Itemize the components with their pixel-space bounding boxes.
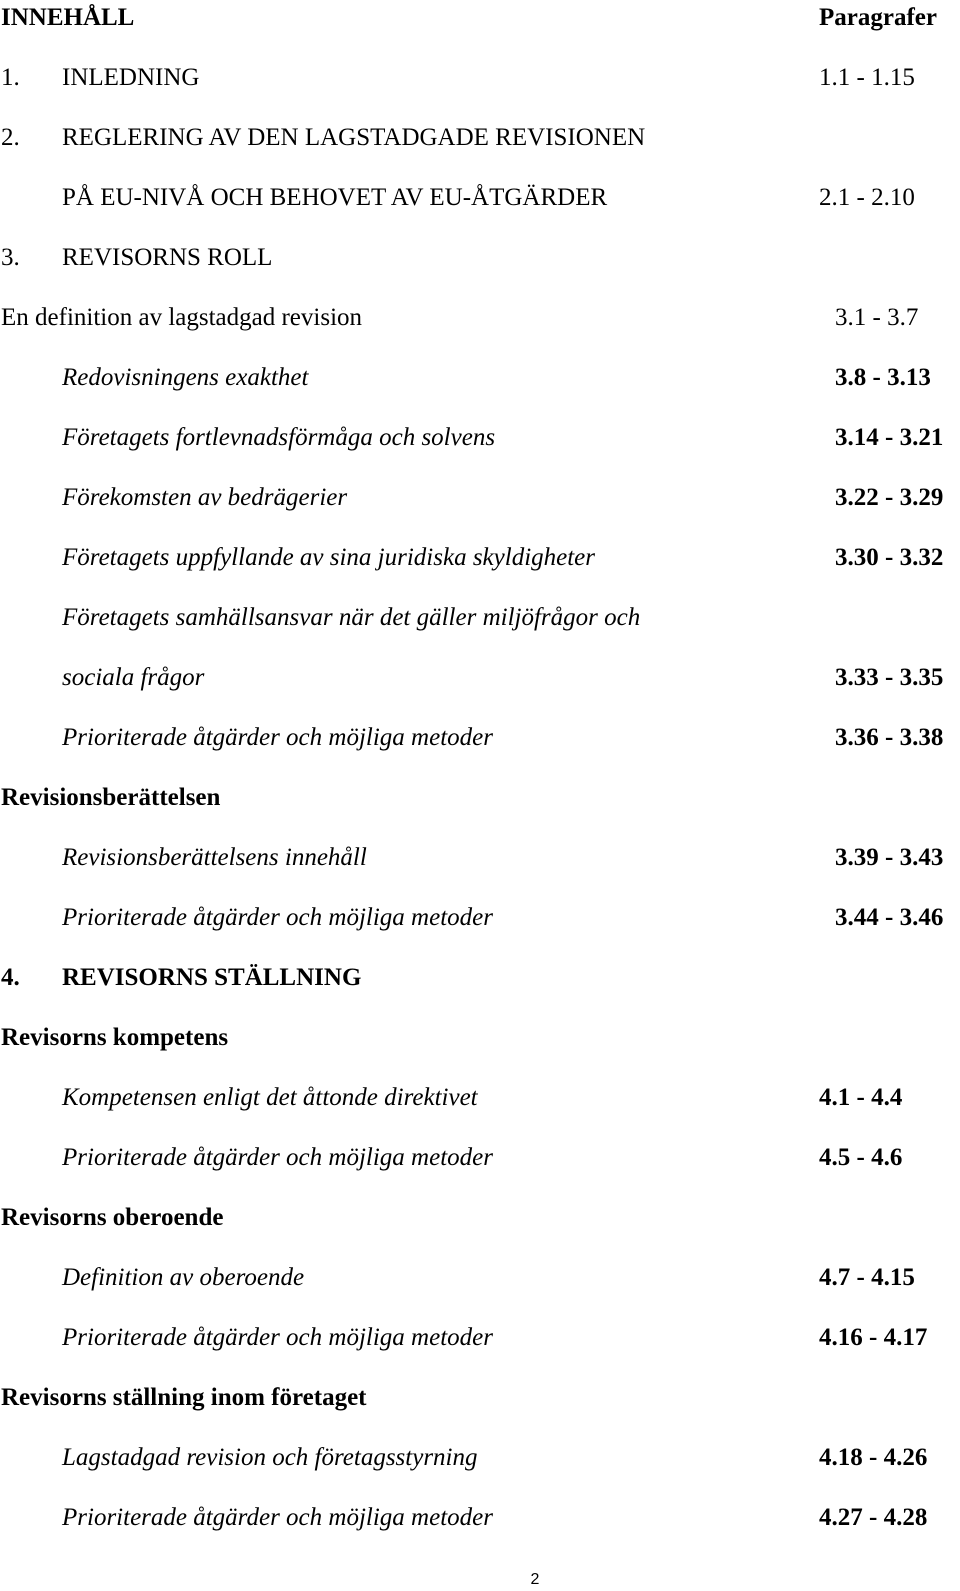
- paragraph-range: 4.5 - 4.6: [819, 1144, 903, 1171]
- subsection-title: Företagets fortlevnadsförmåga och solvens: [62, 424, 496, 451]
- toc-section: [0, 1383, 960, 1423]
- paragraph-range: 4.16 - 4.17: [819, 1324, 928, 1351]
- section-title: Revisionsberättelsen: [1, 784, 221, 811]
- toc-entry-chapter-4: [0, 963, 960, 1003]
- toc-section: [0, 783, 960, 823]
- toc-subsection: [0, 1083, 960, 1123]
- paragraph-range: 2.1 - 2.10: [819, 184, 915, 211]
- toc-section: [0, 303, 960, 343]
- subsection-title: Företagets samhällsansvar när det gäller miljöfrågor och: [62, 604, 641, 631]
- paragraph-range: 3.8 - 3.13: [835, 364, 931, 391]
- section-title: Revisorns ställning inom företaget: [1, 1384, 367, 1411]
- paragraph-range: 3.14 - 3.21: [835, 424, 944, 451]
- paragraph-range: 3.39 - 3.43: [835, 844, 944, 871]
- paragraph-range: 3.36 - 3.38: [835, 724, 944, 751]
- subsection-title-continued: sociala frågor: [62, 664, 205, 691]
- toc-subsection: [0, 543, 960, 583]
- chapter-title: REGLERING AV DEN LAGSTADGADE REVISIONEN: [62, 124, 646, 151]
- chapter-number: 2.: [1, 124, 20, 151]
- subsection-title: Lagstadgad revision och företagsstyrning: [62, 1444, 478, 1471]
- toc-subsection: [0, 843, 960, 883]
- subsection-title: Definition av oberoende: [62, 1264, 305, 1291]
- chapter-number: 3.: [1, 244, 20, 271]
- subsection-title: Prioriterade åtgärder och möjliga metoder: [62, 1504, 493, 1531]
- subsection-title: Prioriterade åtgärder och möjliga metoder: [62, 1324, 493, 1351]
- subsection-title: Prioriterade åtgärder och möjliga metoder: [62, 904, 493, 931]
- chapter-number: 1.: [1, 64, 20, 91]
- toc-subsection: [0, 423, 960, 463]
- toc-subsection: [0, 1443, 960, 1483]
- paragraph-range: 3.33 - 3.35: [835, 664, 944, 691]
- paragraph-range: 1.1 - 1.15: [819, 64, 915, 91]
- toc-entry-chapter-1: [0, 63, 960, 103]
- subsection-title: Prioriterade åtgärder och möjliga metoder: [62, 724, 493, 751]
- toc-entry-chapter-2-cont: [0, 183, 960, 223]
- toc-subsection-cont: [0, 663, 960, 703]
- subsection-title: Kompetensen enligt det åttonde direktivet: [62, 1084, 478, 1111]
- toc-subsection: [0, 603, 960, 643]
- toc-subsection: [0, 1263, 960, 1303]
- toc-subsection: [0, 363, 960, 403]
- subsection-title: Prioriterade åtgärder och möjliga metoder: [62, 1144, 493, 1171]
- paragraph-range: 4.7 - 4.15: [819, 1264, 915, 1291]
- toc-subsection: [0, 1323, 960, 1363]
- toc-subsection: [0, 903, 960, 943]
- toc-subsection: [0, 1503, 960, 1543]
- chapter-number: 4.: [1, 964, 20, 991]
- paragraph-range: 3.22 - 3.29: [835, 484, 944, 511]
- section-title: Revisorns kompetens: [1, 1024, 229, 1051]
- subsection-title: Förekomsten av bedrägerier: [62, 484, 348, 511]
- subsection-title: Företagets uppfyllande av sina juridiska skyldigheter: [62, 544, 596, 571]
- subsection-title: Redovisningens exakthet: [62, 364, 309, 391]
- section-title: Revisorns oberoende: [1, 1204, 224, 1231]
- subsection-title: Revisionsberättelsens innehåll: [62, 844, 367, 871]
- section-title: En definition av lagstadgad revision: [1, 304, 363, 331]
- chapter-title-continued: PÅ EU-NIVÅ OCH BEHOVET AV EU-ÅTGÄRDER: [62, 184, 608, 211]
- paragraph-range: 3.30 - 3.32: [835, 544, 944, 571]
- paragraph-range: 4.18 - 4.26: [819, 1444, 928, 1471]
- chapter-title: REVISORNS STÄLLNING: [62, 964, 362, 991]
- paragraph-range: 3.1 - 3.7: [835, 304, 919, 331]
- toc-title: INNEHÅLL: [1, 4, 135, 31]
- toc-subsection: [0, 483, 960, 523]
- toc-entry-chapter-3: [0, 243, 960, 283]
- toc-section: [0, 1023, 960, 1063]
- toc-header: [0, 3, 960, 43]
- page-number: 2: [530, 1571, 540, 1588]
- toc-entry-chapter-2: [0, 123, 960, 163]
- toc-subsection: [0, 723, 960, 763]
- paragraph-range: 3.44 - 3.46: [835, 904, 944, 931]
- paragraph-range: 4.1 - 4.4: [819, 1084, 903, 1111]
- chapter-title: REVISORNS ROLL: [62, 244, 273, 271]
- toc-subsection: [0, 1143, 960, 1183]
- toc-column-header: Paragrafer: [819, 4, 937, 31]
- toc-section: [0, 1203, 960, 1243]
- chapter-title: INLEDNING: [62, 64, 200, 91]
- paragraph-range: 4.27 - 4.28: [819, 1504, 928, 1531]
